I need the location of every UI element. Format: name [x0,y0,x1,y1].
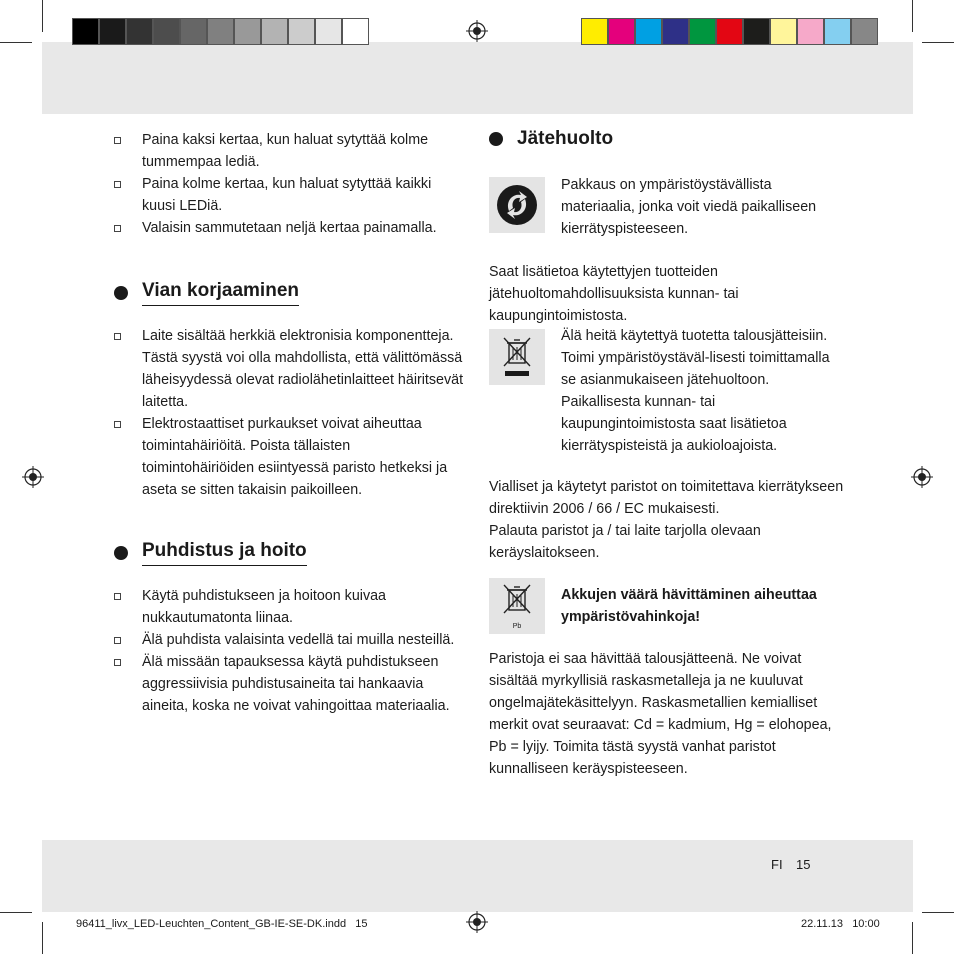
heading-bullet-icon [114,546,128,560]
checkbox-bullet-icon [114,593,121,600]
page-number: 15 [796,857,811,872]
color-swatch [99,18,126,45]
weee-text: Älä heitä käytettyä tuotetta talousjätteisiin. Toimi ympäristöystäväl-lisesti toimittamalla se asianmukaiseen jätehuoltoon. Paikallisesta kunnan- tai kaupungintoimistosta saat lisätietoa kierrätyspisteistä ja aukioloajoista. [561,328,830,454]
color-swatch [851,18,878,45]
list-item: Laite sisältää herkkiä elektronisia komponentteja. Tästä syystä voi olla mahdollista, että välittömässä läheisyydessä olevat radiolähetinlaitteet häiritsevät laitetta. [114,325,466,413]
list-item: Valaisin sammutetaan neljä kertaa painamalla. [114,217,466,239]
color-swatch [261,18,288,45]
heading-jatehuolto: Jätehuolto [489,128,613,150]
color-swatch [207,18,234,45]
color-swatch [716,18,743,45]
list-item: Paina kolme kertaa, kun haluat sytyttää kaikki kuusi LEDiä. [114,173,466,217]
troubleshooting-list [114,325,466,501]
color-swatch [342,18,369,45]
cleaning-list [114,585,466,717]
top-band [42,42,913,114]
slug-filename: 96411_livx_LED-Leuchten_Content_GB-IE-SE-DK.indd 15 [76,918,368,930]
color-swatch [824,18,851,45]
registration-mark-icon [466,20,488,42]
color-swatch [581,18,608,45]
process-color-bar [581,18,878,45]
checkbox-bullet-icon [114,333,121,340]
gray-color-bar [72,18,369,45]
battery-warning: Akkujen väärä hävittäminen aiheuttaa ympäristövahinkoja! [561,587,817,625]
color-swatch [797,18,824,45]
color-swatch [662,18,689,45]
pb-label: Pb [512,623,522,630]
color-swatch [635,18,662,45]
page-language: FI [771,857,783,872]
color-swatch [743,18,770,45]
color-swatch [315,18,342,45]
bottom-band [42,840,913,912]
checkbox-bullet-icon [114,659,121,666]
battery-disposal-text: Paristoja ei saa hävittää talousjätteenä. Ne voivat sisältää myrkyllisiä raskasmetalleja ja ne kuuluvat ongelmajätekäsittelyyn. Raskasmetallien kemialliset merkit ovat seuraavat: Cd = kadmium, Hg = elohopea, Pb = lyijy. Toimita tästä syystä vanhat paristot kunnalliseen keräyspisteeseen. [489,651,832,777]
usage-list [114,129,466,239]
list-item: Käytä puhdistukseen ja hoitoon kuivaa nukkautumatonta liinaa. [114,585,466,629]
color-swatch [608,18,635,45]
list-item: Älä puhdista valaisinta vedellä tai muilla nesteillä. [114,629,466,651]
checkbox-bullet-icon [114,421,121,428]
disposal-info-text: Saat lisätietoa käytettyjen tuotteiden jätehuoltomahdollisuuksista kunnan- tai kaupungintoimistosta. [489,264,739,324]
battery-return-text: Palauta paristot ja / tai laite tarjolla olevaan keräyslaitokseen. [489,523,761,561]
color-swatch [234,18,261,45]
registration-mark-icon [466,911,488,933]
heading-vian-korjaaminen: Vian korjaaminen [114,280,299,306]
color-swatch [770,18,797,45]
packaging-text: Pakkaus on ympäristöystävällista materiaalia, jonka voit viedä paikalliseen kierrätyspisteeseen. [561,177,817,237]
checkbox-bullet-icon [114,637,121,644]
color-swatch [153,18,180,45]
crossed-bin-icon [489,329,545,385]
battery-crossed-bin-icon [489,578,545,634]
heading-bullet-icon [114,286,128,300]
color-swatch [288,18,315,45]
registration-mark-icon [911,466,933,488]
list-item: Älä missään tapauksessa käytä puhdistukseen aggressiivisia puhdistusaineita tai hankaavia aineita, koska ne voivat vahingoittaa materiaalia. [114,651,466,717]
color-swatch [689,18,716,45]
checkbox-bullet-icon [114,181,121,188]
battery-directive-text: Vialliset ja käytetyt paristot on toimitettava kierrätykseen direktiivin 2006 / 66 / EC mukaisesti. [489,479,844,517]
checkbox-bullet-icon [114,137,121,144]
list-item: Elektrostaattiset purkaukset voivat aiheuttaa toimintahäiriöitä. Poista tällaisten toimintohäiriöiden esiintyessä paristo hetkeksi ja aseta se sitten takaisin paikoilleen. [114,413,466,501]
color-swatch [126,18,153,45]
heading-bullet-icon [489,132,503,146]
heading-puhdistus-ja-hoito: Puhdistus ja hoito [114,540,307,566]
green-dot-recycling-icon [489,177,545,233]
registration-mark-icon [22,466,44,488]
color-swatch [180,18,207,45]
list-item: Paina kaksi kertaa, kun haluat sytyttää kolme tummempaa lediä. [114,129,466,173]
checkbox-bullet-icon [114,225,121,232]
color-swatch [72,18,99,45]
slug-timestamp: 22.11.13 10:00 [801,918,880,930]
